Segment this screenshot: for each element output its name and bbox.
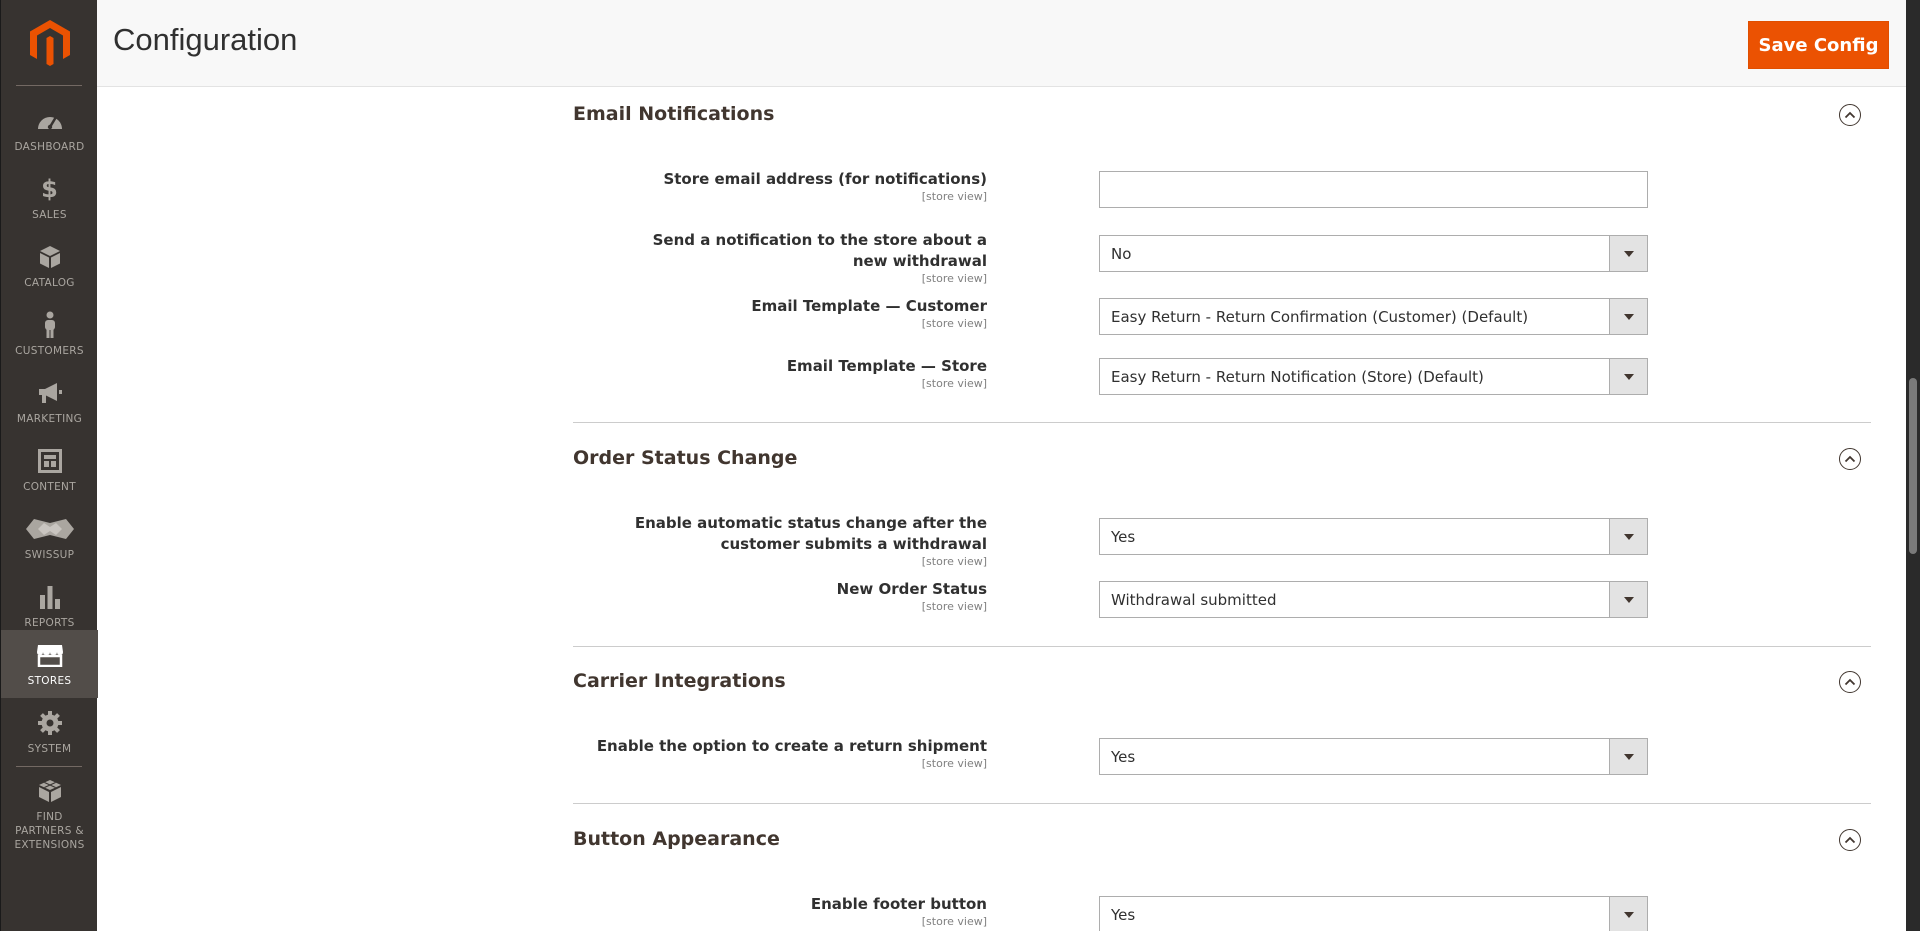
- gear-icon: [36, 709, 64, 737]
- template-store-select[interactable]: [1099, 358, 1648, 395]
- layout-icon: [36, 447, 64, 475]
- sidebar-label-catalog: CATALOG: [24, 276, 75, 289]
- section-title[interactable]: Carrier Integrations: [573, 670, 786, 692]
- section-divider: [573, 422, 1871, 423]
- admin-sidebar: [0, 0, 97, 931]
- scope-label: [store view]: [921, 317, 987, 330]
- sidebar-label-find-partners: FIND PARTNERS & EXTENSIONS: [14, 810, 85, 851]
- dollar-icon: $: [41, 174, 58, 203]
- sidebar-item-sales[interactable]: [1, 164, 98, 232]
- return-shipment-value: Yes: [1111, 747, 1136, 766]
- store-icon: [36, 641, 64, 669]
- new-status-label-text: New Order Status: [836, 580, 987, 598]
- sidebar-item-customers[interactable]: [1, 300, 98, 368]
- footer-button-select[interactable]: [1099, 896, 1648, 931]
- auto-change-label-text: Enable automatic status change after the customer submits a withdrawal: [634, 514, 987, 553]
- new-status-value: Withdrawal submitted: [1111, 590, 1277, 609]
- field-row-label: [573, 736, 987, 776]
- dropdown-arrow-icon: [1609, 299, 1647, 334]
- megaphone-icon: [36, 379, 64, 407]
- template-customer-select[interactable]: [1099, 298, 1648, 335]
- new-status-label: [837, 579, 987, 614]
- notify-store-select[interactable]: [1099, 235, 1648, 272]
- auto-change-label: [587, 513, 987, 569]
- sidebar-label-sales: SALES: [32, 208, 67, 221]
- dashboard-icon: [36, 107, 64, 135]
- dropdown-arrow-icon: [1609, 739, 1647, 774]
- new-status-select[interactable]: [1099, 581, 1648, 618]
- template-customer-label-text: Email Template — Customer: [751, 297, 987, 315]
- box-icon: [36, 243, 64, 271]
- scope-label: [store view]: [921, 757, 987, 770]
- dropdown-arrow-icon: [1609, 897, 1647, 931]
- field-row-label: [573, 169, 987, 209]
- field-row-label: [573, 230, 987, 290]
- magento-logo-icon[interactable]: [1, 0, 98, 86]
- return-shipment-label: [597, 736, 987, 771]
- sidebar-item-stores[interactable]: [1, 630, 98, 698]
- dropdown-arrow-icon: [1609, 359, 1647, 394]
- footer-button-label: [811, 894, 987, 929]
- scope-label: [store view]: [921, 190, 987, 203]
- store-email-label: [663, 169, 987, 204]
- scope-label: [store view]: [921, 915, 987, 928]
- sidebar-label-stores: STORES: [27, 674, 72, 687]
- dropdown-arrow-icon: [1609, 582, 1647, 617]
- section-order-status-change: [573, 447, 1871, 487]
- field-row-label: [573, 356, 987, 396]
- person-icon: [36, 311, 64, 339]
- sidebar-label-content: CONTENT: [23, 480, 76, 493]
- field-row-label: [573, 513, 987, 573]
- auto-change-select[interactable]: [1099, 518, 1648, 555]
- notify-store-value: No: [1111, 244, 1132, 263]
- field-row-label: [573, 894, 987, 931]
- template-store-label-text: Email Template — Store: [786, 357, 987, 375]
- section-email-notifications: [573, 103, 1871, 143]
- save-config-button[interactable]: Save Config: [1748, 21, 1889, 69]
- scope-label: [store view]: [921, 555, 987, 568]
- sidebar-divider: [16, 766, 82, 767]
- sidebar-item-content[interactable]: [1, 436, 98, 504]
- collapse-chevron-up-icon[interactable]: [1839, 104, 1861, 126]
- page-header: [97, 0, 1920, 87]
- bar-chart-icon: [36, 583, 64, 611]
- sidebar-divider: [16, 85, 82, 86]
- sidebar-item-catalog[interactable]: [1, 232, 98, 300]
- config-content: [97, 87, 1906, 931]
- template-customer-value: Easy Return - Return Confirmation (Customer) (Default): [1111, 307, 1529, 326]
- collapse-chevron-up-icon[interactable]: [1839, 671, 1861, 693]
- scope-label: [store view]: [921, 272, 987, 285]
- scope-label: [store view]: [921, 377, 987, 390]
- store-email-label-text: Store email address (for notifications): [663, 170, 987, 188]
- swissup-icon: [24, 515, 76, 543]
- scope-label: [store view]: [921, 600, 987, 613]
- section-divider: [573, 803, 1871, 804]
- sidebar-item-system[interactable]: [1, 698, 98, 766]
- section-title[interactable]: Email Notifications: [573, 103, 775, 125]
- auto-change-value: Yes: [1111, 527, 1136, 546]
- sidebar-label-customers: CUSTOMERS: [15, 344, 84, 357]
- page-scrollbar[interactable]: [1906, 0, 1920, 931]
- footer-button-value: Yes: [1111, 905, 1136, 924]
- section-title[interactable]: Order Status Change: [573, 447, 798, 469]
- sidebar-label-dashboard: DASHBOARD: [14, 140, 85, 153]
- field-row-label: [573, 296, 987, 336]
- collapse-chevron-up-icon[interactable]: [1839, 829, 1861, 851]
- return-shipment-select[interactable]: [1099, 738, 1648, 775]
- sidebar-label-reports: REPORTS: [24, 616, 75, 629]
- sidebar-label-system: SYSTEM: [27, 742, 72, 755]
- template-store-value: Easy Return - Return Notification (Store) (Default): [1111, 367, 1484, 386]
- sidebar-item-dashboard[interactable]: [1, 96, 98, 164]
- dropdown-arrow-icon: [1609, 519, 1647, 554]
- store-email-input[interactable]: [1099, 171, 1648, 208]
- dropdown-arrow-icon: [1609, 236, 1647, 271]
- section-title[interactable]: Button Appearance: [573, 828, 780, 850]
- template-customer-label: [751, 296, 987, 331]
- cubes-icon: [36, 777, 64, 805]
- collapse-chevron-up-icon[interactable]: [1839, 448, 1861, 470]
- page-title: Configuration: [113, 22, 298, 57]
- sidebar-label-swissup: SWISSUP: [24, 548, 75, 561]
- section-carrier-integrations: [573, 670, 1871, 710]
- notify-store-label-text: Send a notification to the store about a new withdrawal: [652, 231, 987, 270]
- footer-button-label-text: Enable footer button: [810, 895, 987, 913]
- sidebar-label-marketing: MARKETING: [16, 412, 83, 425]
- sidebar-item-find-partners[interactable]: [1, 776, 98, 852]
- section-divider: [573, 646, 1871, 647]
- section-button-appearance: [573, 828, 1871, 868]
- field-row-label: [573, 579, 987, 619]
- return-shipment-label-text: Enable the option to create a return shipment: [596, 737, 987, 755]
- scrollbar-thumb[interactable]: [1909, 378, 1917, 554]
- template-store-label: [787, 356, 987, 391]
- notify-store-label: [647, 230, 987, 286]
- sidebar-item-marketing[interactable]: [1, 368, 98, 436]
- sidebar-item-swissup[interactable]: [1, 504, 98, 572]
